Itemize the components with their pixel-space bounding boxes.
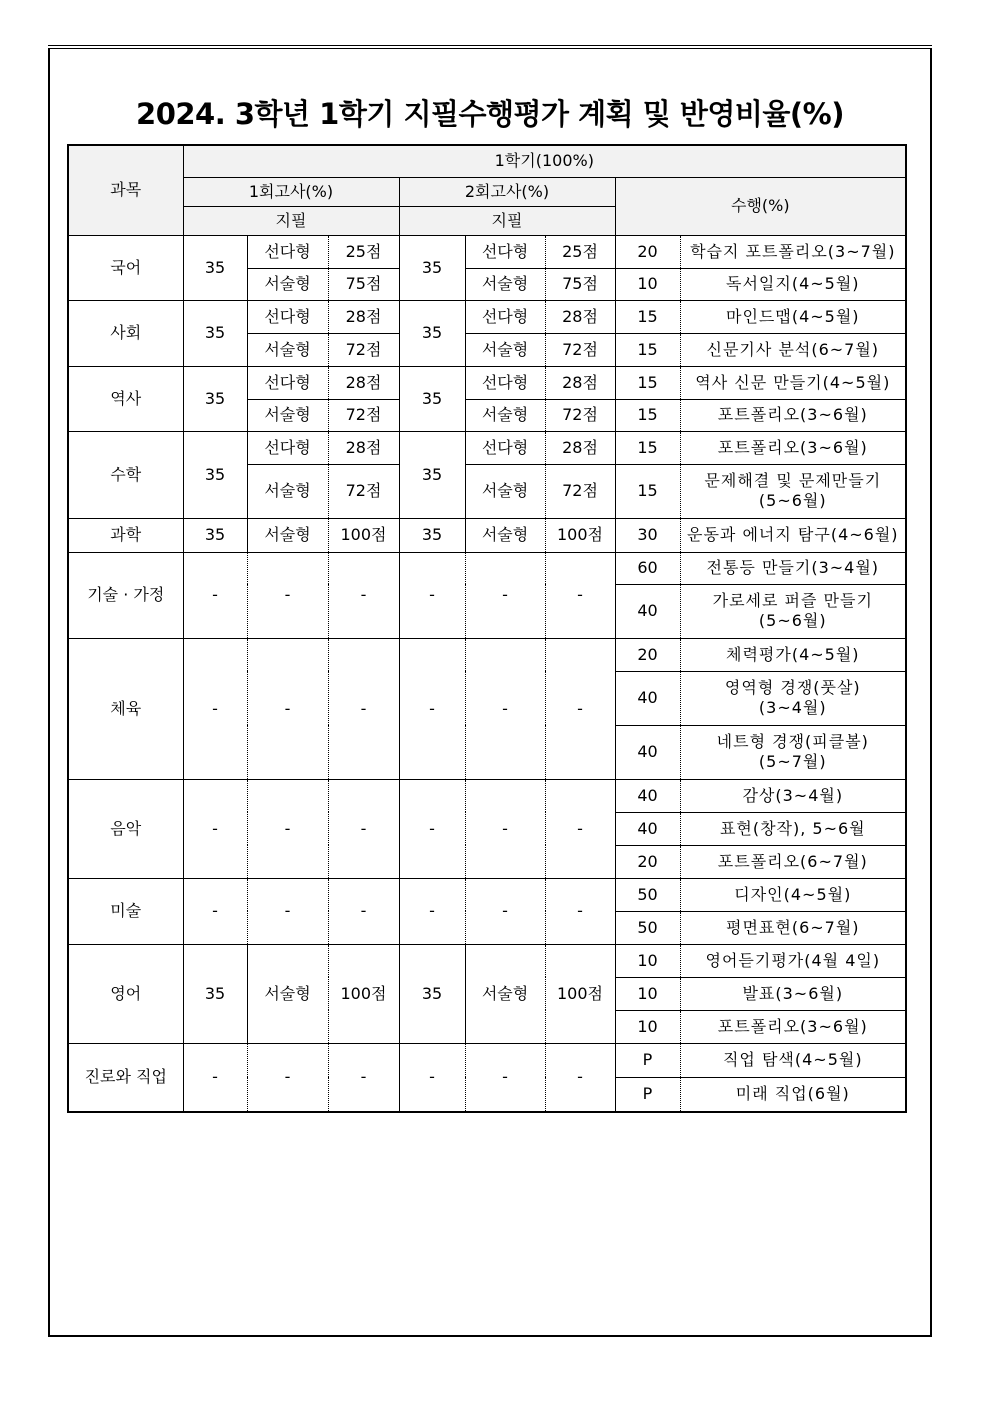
activity-text: 역사 신문 만들기(4~5월) [695,372,891,392]
question-score: 25점 [545,235,615,268]
question-type: 서술형 [247,399,328,431]
header-exam1: 1회고사(%) [183,177,399,206]
subject-cell: 수학 [68,431,183,518]
activity-text: 영어듣기평가(4월 4일) [705,950,881,970]
table-row [68,878,906,911]
performance-ratio: 40 [615,725,680,779]
exam2-ratio: 35 [399,300,465,366]
activity-text: 표현(창작), 5~6월 [719,818,866,838]
question-score: 100점 [545,944,615,1043]
activity-text: 마인드맵(4~5월) [726,306,860,326]
question-score: 28점 [328,300,399,333]
exam2-ratio: 35 [399,431,465,518]
question-score: 72점 [545,464,615,518]
performance-activity [680,638,906,671]
subject-cell: 진로와 직업 [68,1043,183,1112]
exam2-ratio: 35 [399,944,465,1043]
question-type: 서술형 [247,268,328,300]
performance-ratio: P [615,1043,680,1077]
question-type: 선다형 [465,300,545,333]
table-row [68,431,906,464]
exam2-ratio: 35 [399,235,465,300]
activity-text: 운동과 에너지 탐구(4~6월) [687,525,899,544]
performance-activity [680,333,906,366]
empty-dash-cell: - [465,1043,545,1112]
performance-ratio: P [615,1077,680,1112]
empty-dash-cell: - [247,1043,328,1112]
performance-activity [680,464,906,518]
performance-activity [680,878,906,911]
performance-ratio: 15 [615,300,680,333]
exam1-ratio: 35 [183,431,247,518]
subject-cell: 미술 [68,878,183,944]
empty-dash-cell: - [465,878,545,944]
performance-activity [680,1010,906,1043]
table-row [68,552,906,584]
performance-activity [680,911,906,944]
subject-cell: 영어 [68,944,183,1043]
header-exam2: 2회고사(%) [399,177,615,206]
empty-dash-cell: - [183,1043,247,1112]
table-row [68,944,906,977]
exam2-ratio: 35 [399,366,465,431]
empty-dash-cell: - [465,552,545,638]
performance-activity [680,552,906,584]
question-score: 100점 [545,518,615,552]
performance-activity [680,1077,906,1112]
empty-dash-cell: - [399,1043,465,1112]
performance-ratio: 15 [615,464,680,518]
empty-dash-cell: - [399,638,465,779]
empty-dash-cell: - [545,552,615,638]
question-score: 28점 [545,366,615,399]
subject-cell: 사회 [68,300,183,366]
header-written1: 지필 [183,206,399,235]
performance-ratio: 10 [615,268,680,300]
question-type: 선다형 [247,300,328,333]
table-row [68,779,906,812]
activity-text: 발표(3~6월) [742,983,844,1003]
empty-dash-cell: - [328,552,399,638]
performance-activity [680,977,906,1010]
header-performance: 수행(%) [615,177,906,235]
subject-cell: 역사 [68,366,183,431]
activity-text: 직업 탐색(4~5월) [722,1050,863,1069]
exam1-ratio: 35 [183,366,247,431]
activity-text: 네트형 경쟁(피클볼) [716,732,869,751]
question-score: 72점 [545,399,615,431]
performance-ratio: 40 [615,671,680,725]
performance-activity [680,268,906,300]
empty-dash-cell: - [183,552,247,638]
empty-dash-cell: - [183,878,247,944]
question-score: 100점 [328,944,399,1043]
empty-dash-cell: - [247,779,328,878]
activity-period: (5~6월) [758,611,827,630]
question-type: 선다형 [247,431,328,464]
performance-ratio: 10 [615,944,680,977]
activity-text: 신문기사 분석(6~7월) [706,339,880,359]
activity-period: (3~4월) [758,698,827,717]
question-score: 75점 [545,268,615,300]
empty-dash-cell: - [247,638,328,779]
performance-activity [680,725,906,779]
exam1-ratio: 35 [183,235,247,300]
activity-text: 가로세로 퍼즐 만들기 [712,591,873,610]
activity-text: 문제해결 및 문제만들기 [704,471,882,490]
empty-dash-cell: - [545,638,615,779]
question-type: 서술형 [465,268,545,300]
question-score: 72점 [328,464,399,518]
subject-cell: 음악 [68,779,183,878]
table-row [68,638,906,671]
activity-period: (5~6월) [758,491,827,510]
question-score: 72점 [328,333,399,366]
performance-activity [680,812,906,845]
performance-activity [680,944,906,977]
performance-activity [680,671,906,725]
question-score: 72점 [328,399,399,431]
question-type: 서술형 [465,518,545,552]
performance-ratio: 20 [615,845,680,878]
exam2-ratio: 35 [399,518,465,552]
question-score: 28점 [545,431,615,464]
performance-ratio: 15 [615,366,680,399]
performance-activity [680,518,906,552]
performance-ratio: 40 [615,779,680,812]
performance-activity [680,779,906,812]
performance-activity [680,366,906,399]
empty-dash-cell: - [183,779,247,878]
performance-ratio: 15 [615,399,680,431]
activity-text: 디자인(4~5월) [734,884,852,904]
activity-text: 전통등 만들기(3~4월) [706,558,880,577]
empty-dash-cell: - [328,779,399,878]
performance-ratio: 30 [615,518,680,552]
page-title: 2024. 3학년 1학기 지필수행평가 계획 및 반영비율(%) [136,97,844,131]
empty-dash-cell: - [399,878,465,944]
performance-ratio: 50 [615,878,680,911]
subject-cell: 기술 · 가정 [68,552,183,638]
activity-text: 평면표현(6~7월) [726,917,860,937]
performance-activity [680,399,906,431]
table-row [68,300,906,333]
table-body [68,145,906,1112]
exam1-ratio: 35 [183,518,247,552]
exam1-ratio: 35 [183,944,247,1043]
performance-ratio: 40 [615,812,680,845]
question-type: 서술형 [247,333,328,366]
question-type: 서술형 [465,464,545,518]
empty-dash-cell: - [183,638,247,779]
header-subject: 과목 [68,145,183,235]
question-type: 서술형 [465,399,545,431]
table-row [68,1043,906,1077]
question-type: 선다형 [247,366,328,399]
activity-period: (5~7월) [758,752,827,771]
performance-activity [680,1043,906,1077]
empty-dash-cell: - [545,1043,615,1112]
exam1-ratio: 35 [183,300,247,366]
activity-text: 포트폴리오(3~6월) [717,437,868,457]
empty-dash-cell: - [328,878,399,944]
table-row [68,235,906,268]
activity-text: 포트폴리오(3~6월) [717,405,868,424]
empty-dash-cell: - [545,878,615,944]
empty-dash-cell: - [399,779,465,878]
question-type: 선다형 [247,235,328,268]
activity-text: 포트폴리오(3~6월) [717,1016,868,1036]
activity-text: 독서일지(4~5월) [726,274,860,293]
performance-ratio: 10 [615,977,680,1010]
question-score: 28점 [328,366,399,399]
question-score: 28점 [545,300,615,333]
empty-dash-cell: - [465,779,545,878]
subject-cell: 국어 [68,235,183,300]
activity-text: 체력평가(4~5월) [726,644,860,664]
empty-dash-cell: - [545,779,615,878]
table-row [68,366,906,399]
question-type: 서술형 [465,944,545,1043]
evaluation-plan-table [67,144,907,1113]
question-type: 서술형 [465,333,545,366]
activity-text: 포트폴리오(6~7월) [717,851,868,871]
performance-ratio: 20 [615,638,680,671]
top-rule [48,45,932,46]
performance-ratio: 15 [615,333,680,366]
question-type: 선다형 [465,235,545,268]
activity-text: 영역형 경쟁(풋살) [724,678,861,697]
empty-dash-cell: - [247,552,328,638]
performance-ratio: 60 [615,552,680,584]
question-type: 선다형 [465,366,545,399]
question-score: 28점 [328,431,399,464]
table-row [68,518,906,552]
empty-dash-cell: - [247,878,328,944]
question-score: 100점 [328,518,399,552]
activity-text: 학습지 포트폴리오(3~7월) [690,241,896,261]
question-type: 서술형 [247,518,328,552]
performance-ratio: 20 [615,235,680,268]
header-written2: 지필 [399,206,615,235]
empty-dash-cell: - [399,552,465,638]
question-type: 서술형 [247,464,328,518]
performance-activity [680,845,906,878]
question-type: 선다형 [465,431,545,464]
empty-dash-cell: - [328,1043,399,1112]
performance-activity [680,235,906,268]
subject-cell: 과학 [68,518,183,552]
question-score: 25점 [328,235,399,268]
subject-cell: 체육 [68,638,183,779]
performance-activity [680,584,906,638]
performance-ratio: 10 [615,1010,680,1043]
question-type: 서술형 [247,944,328,1043]
question-score: 75점 [328,268,399,300]
performance-activity [680,431,906,464]
activity-text: 감상(3~4월) [742,785,844,805]
question-score: 72점 [545,333,615,366]
empty-dash-cell: - [465,638,545,779]
performance-activity [680,300,906,333]
empty-dash-cell: - [328,638,399,779]
performance-ratio: 50 [615,911,680,944]
header-semester: 1학기(100%) [183,145,906,177]
activity-text: 미래 직업(6월) [735,1084,850,1104]
performance-ratio: 40 [615,584,680,638]
performance-ratio: 15 [615,431,680,464]
